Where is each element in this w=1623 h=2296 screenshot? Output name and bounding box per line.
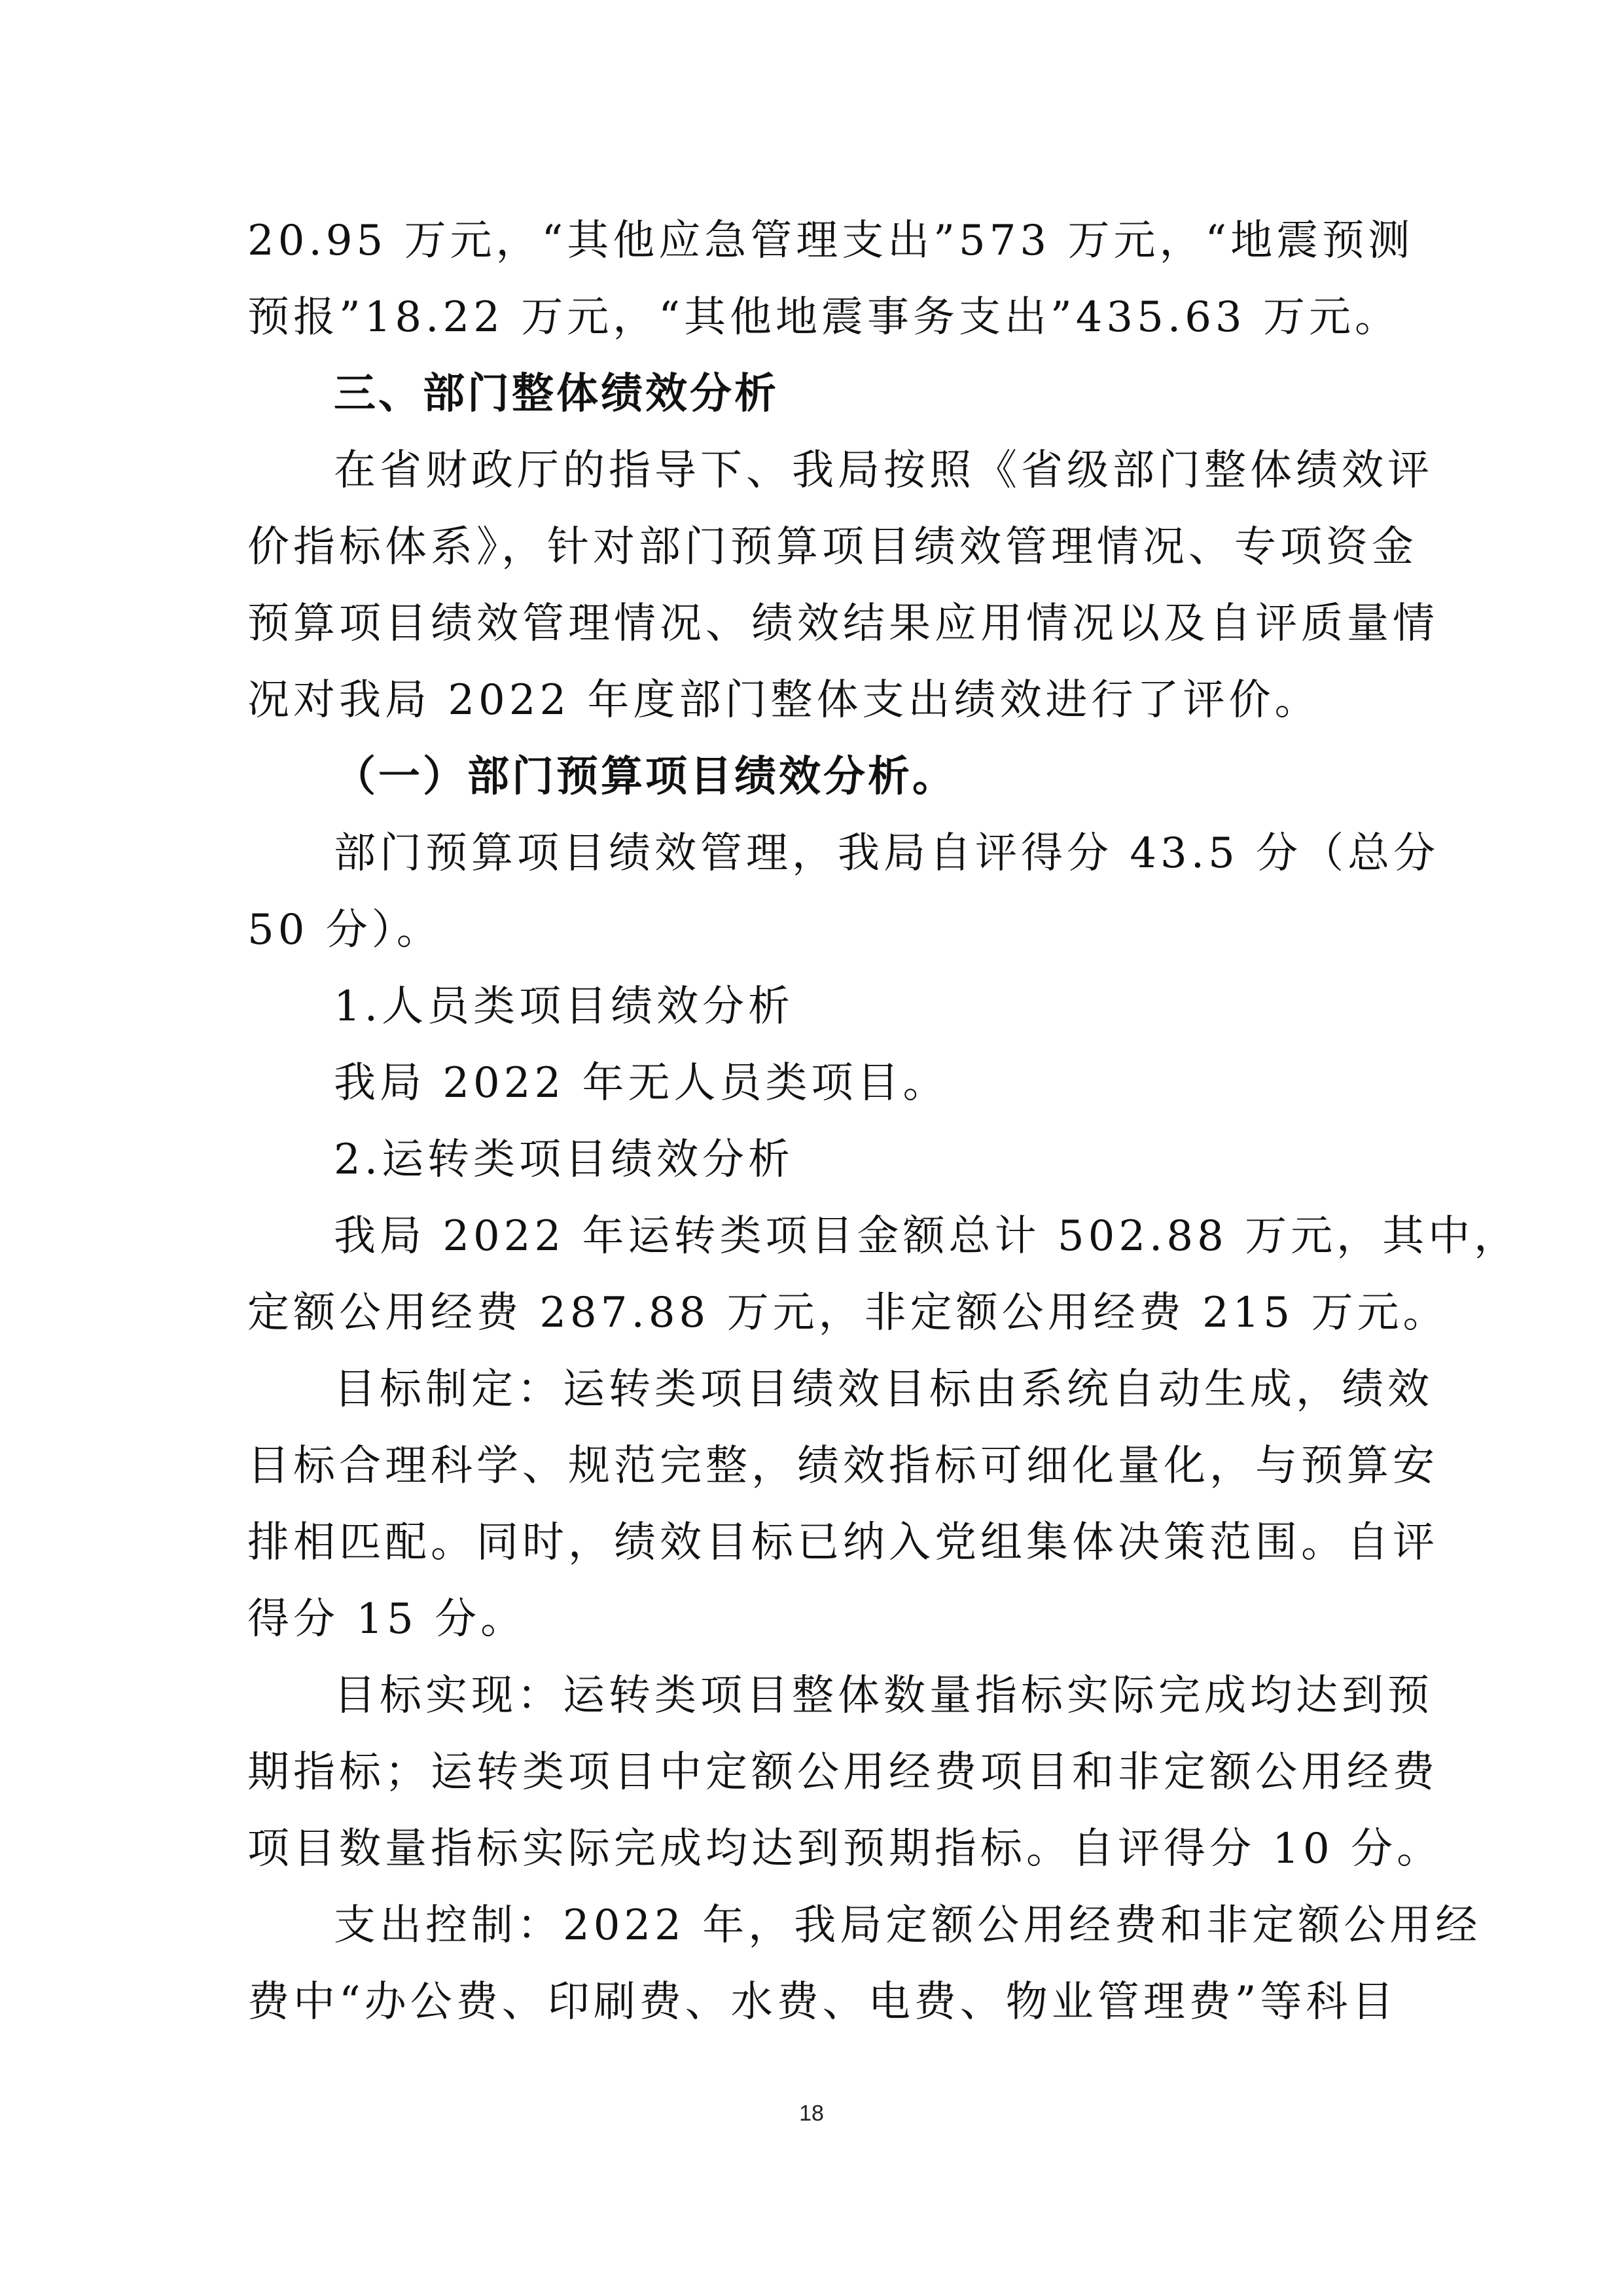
text-line: 价指标体系》，针对部门预算项目绩效管理情况、专项资金 bbox=[247, 523, 1418, 571]
text-line: 期指标；运转类项目中定额公用经费项目和非定额公用经费 bbox=[247, 1748, 1438, 1797]
text-line: 预报”18.22 万元，“其他地震事务支出”435.63 万元。 bbox=[247, 293, 1400, 342]
text-line: 目标合理科学、规范完整，绩效指标可细化量化，与预算安 bbox=[247, 1442, 1438, 1490]
text-line: 费中“办公费、印刷费、水费、电费、物业管理费”等科目 bbox=[247, 1978, 1398, 2026]
text-line: 在省财政厅的指导下、我局按照《省级部门整体绩效评 bbox=[334, 446, 1433, 495]
text-line: 目标实现：运转类项目整体数量指标实际完成均达到预 bbox=[334, 1672, 1433, 1720]
subsection-heading: （一）部门预算项目绩效分析。 bbox=[334, 753, 957, 801]
section-heading: 三、部门整体绩效分析 bbox=[334, 370, 779, 418]
text-line: 目标制定：运转类项目绩效目标由系统自动生成，绩效 bbox=[334, 1365, 1433, 1414]
page-number: 18 bbox=[799, 2101, 824, 2126]
text-line: 部门预算项目绩效管理，我局自评得分 43.5 分（总分 bbox=[334, 829, 1440, 878]
text-line: 况对我局 2022 年度部门整体支出绩效进行了评价。 bbox=[247, 676, 1321, 725]
text-line: 排相匹配。同时，绩效目标已纳入党组集体决策范围。自评 bbox=[247, 1518, 1438, 1567]
text-line: 支出控制：2022 年，我局定额公用经费和非定额公用经 bbox=[334, 1901, 1482, 1950]
list-heading: 2.运转类项目绩效分析 bbox=[334, 1136, 794, 1184]
text-line: 我局 2022 年无人员类项目。 bbox=[334, 1059, 949, 1107]
text-line: 我局 2022 年运转类项目金额总计 502.88 万元，其中， bbox=[334, 1212, 1520, 1261]
text-line: 项目数量指标实际完成均达到预期指标。自评得分 10 分。 bbox=[247, 1825, 1443, 1873]
text-line: 得分 15 分。 bbox=[247, 1595, 527, 1643]
text-line: 20.95 万元，“其他应急管理支出”573 万元，“地震预测 bbox=[247, 217, 1414, 265]
text-line: 预算项目绩效管理情况、绩效结果应用情况以及自评质量情 bbox=[247, 600, 1438, 648]
text-line: 定额公用经费 287.88 万元，非定额公用经费 215 万元。 bbox=[247, 1289, 1449, 1337]
list-heading: 1.人员类项目绩效分析 bbox=[334, 982, 794, 1031]
text-line: 50 分）。 bbox=[247, 906, 442, 954]
